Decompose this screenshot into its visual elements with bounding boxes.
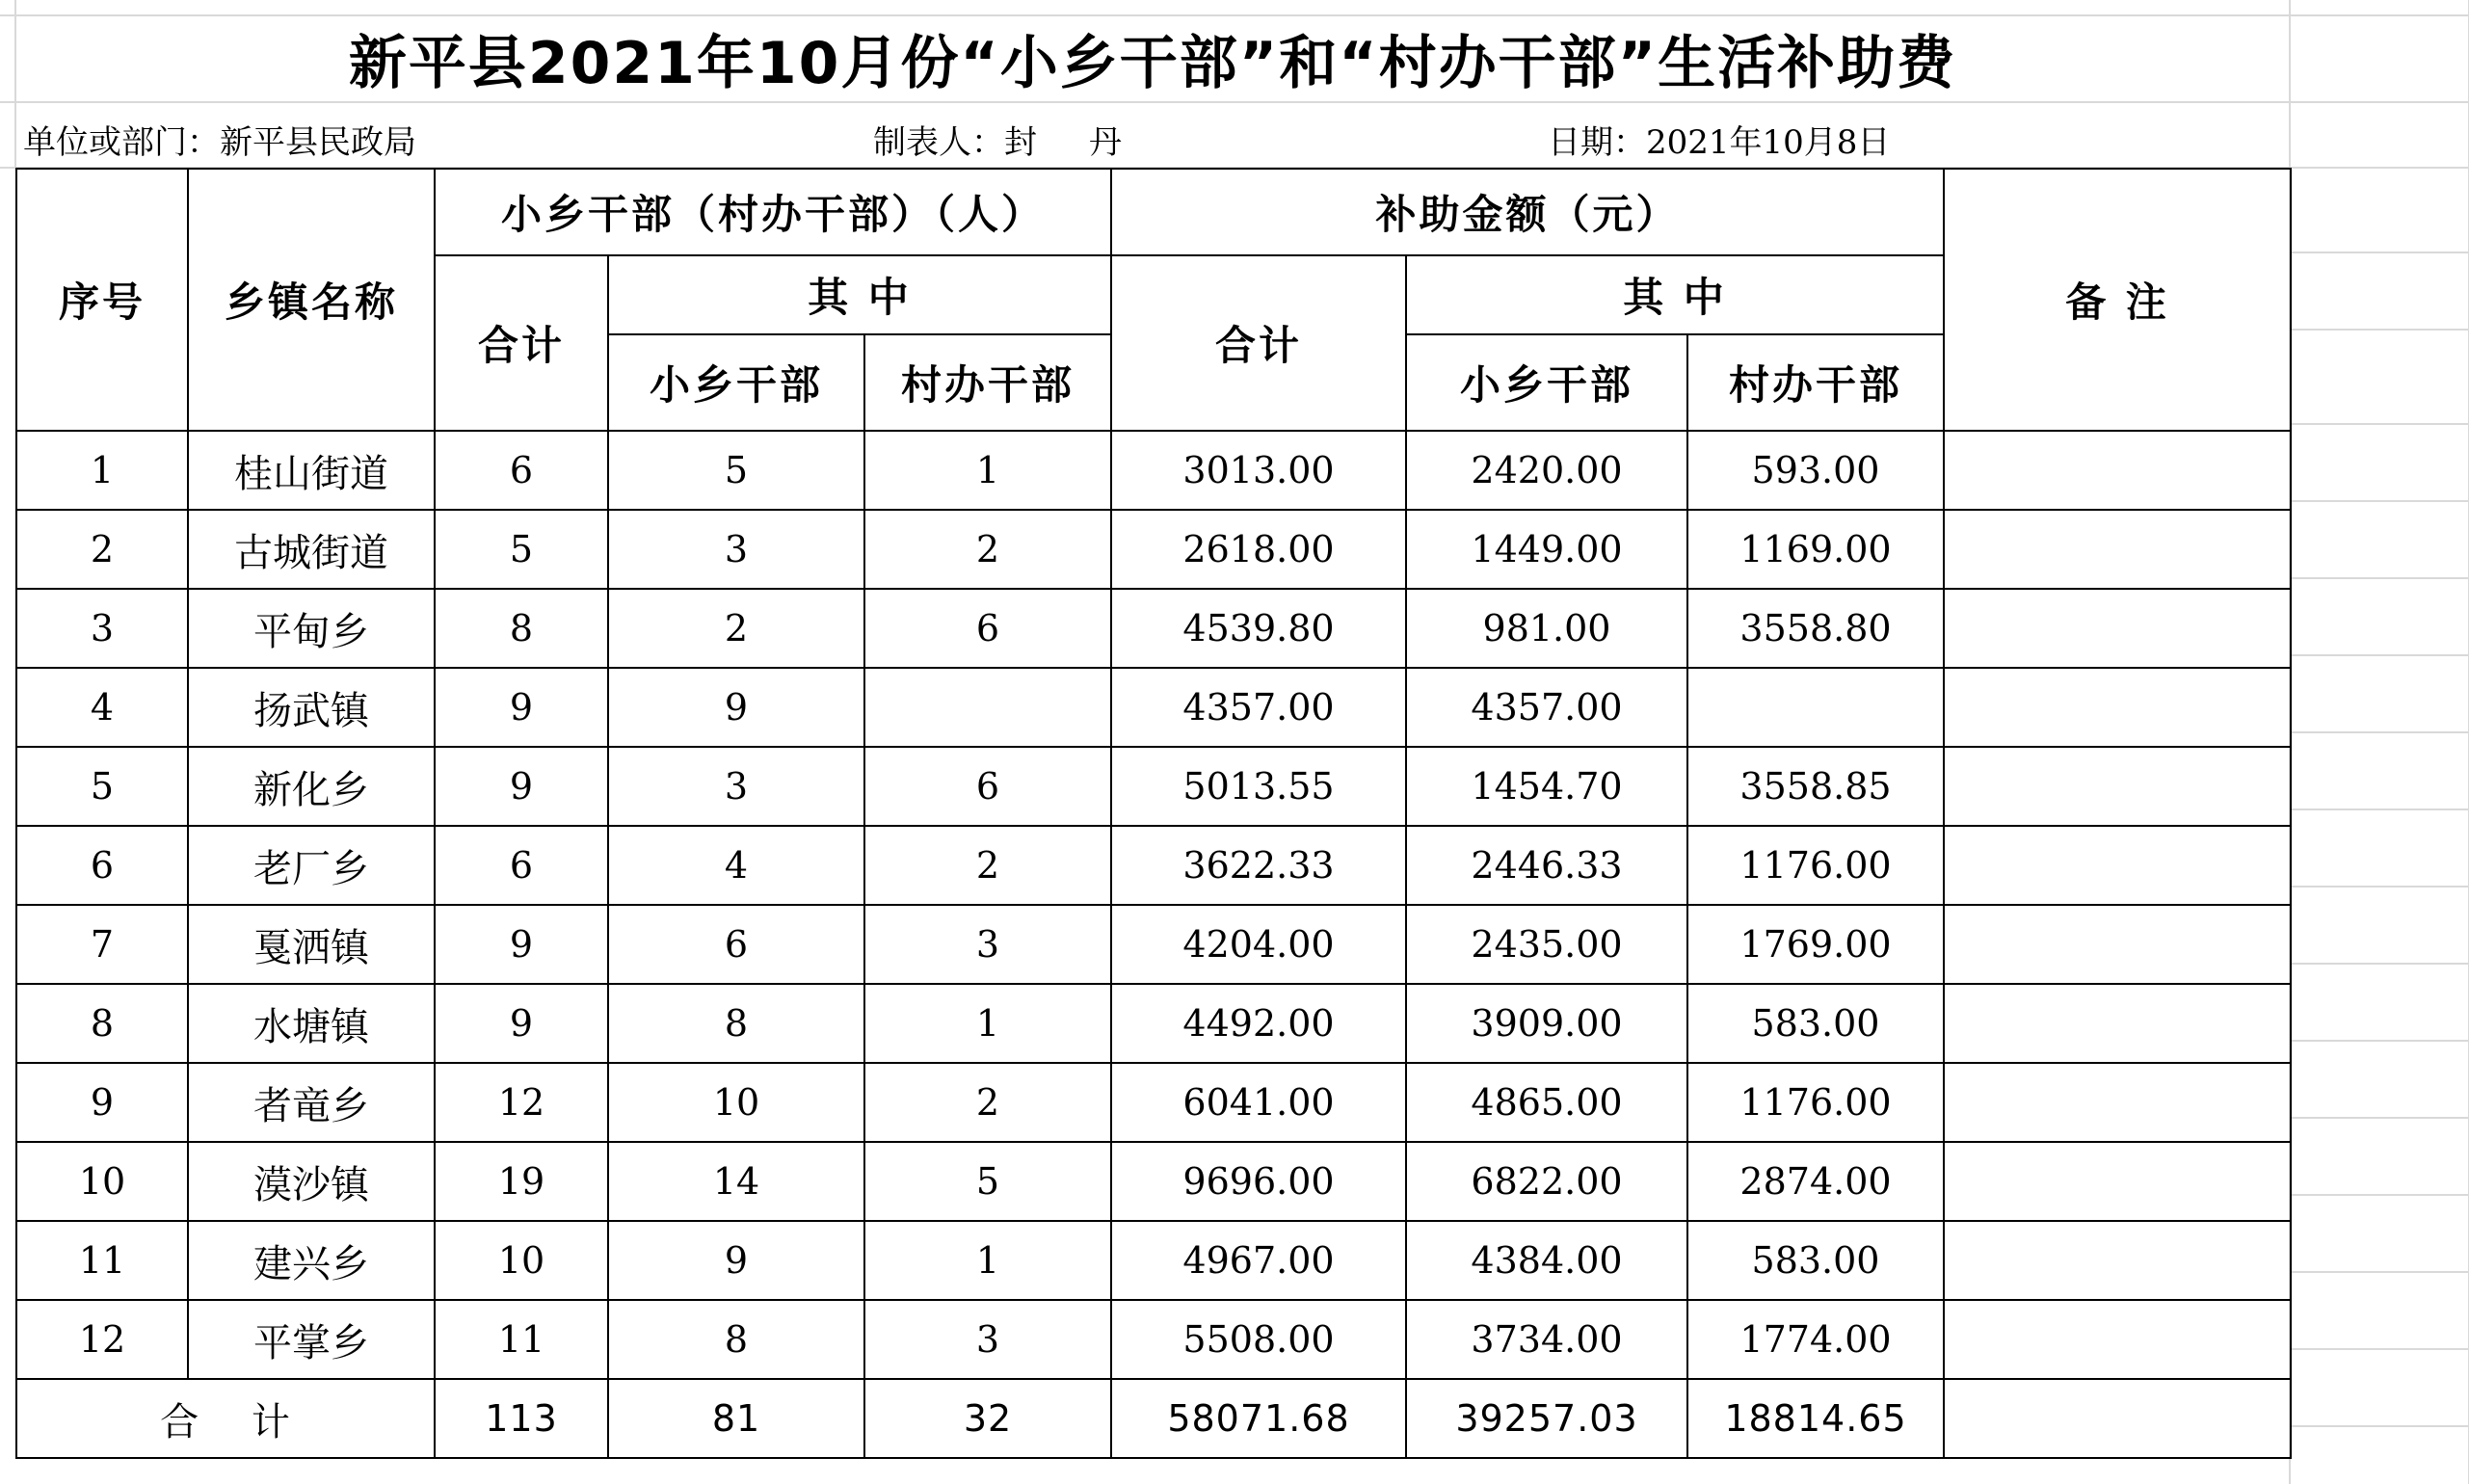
header-remark: 备 注 — [1944, 169, 2291, 431]
cell-money-xiaoxiang[interactable]: 4357.00 — [1406, 668, 1687, 747]
cell-money-xiaoxiang[interactable]: 2435.00 — [1406, 905, 1687, 984]
cell-town[interactable]: 戛洒镇 — [188, 905, 435, 984]
cell-people-cunban[interactable]: 1 — [864, 984, 1111, 1063]
cell-seq[interactable]: 8 — [16, 984, 188, 1063]
cell-remark[interactable] — [1944, 668, 2291, 747]
cell-people-cunban[interactable]: 6 — [864, 747, 1111, 826]
cell-people-total[interactable]: 5 — [435, 510, 608, 589]
cell-money-xiaoxiang[interactable]: 1449.00 — [1406, 510, 1687, 589]
total-people-xiaoxiang[interactable]: 81 — [608, 1379, 864, 1458]
table-row — [16, 1142, 2291, 1221]
total-people-cunban[interactable]: 32 — [864, 1379, 1111, 1458]
cell-money-xiaoxiang[interactable]: 2446.33 — [1406, 826, 1687, 905]
cell-money-total[interactable]: 5013.55 — [1111, 747, 1406, 826]
header-people-xiaoxiang: 小乡干部 — [608, 334, 864, 431]
cell-money-total[interactable]: 4204.00 — [1111, 905, 1406, 984]
meta-row — [15, 102, 2290, 168]
cell-people-total[interactable]: 9 — [435, 905, 608, 984]
cell-people-xiaoxiang[interactable]: 10 — [608, 1063, 864, 1142]
total-money-cunban[interactable]: 18814.65 — [1687, 1379, 1944, 1458]
cell-seq[interactable]: 6 — [16, 826, 188, 905]
cell-money-cunban[interactable]: 583.00 — [1687, 984, 1944, 1063]
cell-money-cunban[interactable]: 1769.00 — [1687, 905, 1944, 984]
cell-town[interactable]: 漠沙镇 — [188, 1142, 435, 1221]
cell-remark[interactable] — [1944, 1221, 2291, 1300]
cell-seq[interactable]: 3 — [16, 589, 188, 668]
cell-remark[interactable] — [1944, 431, 2291, 510]
cell-remark[interactable] — [1944, 589, 2291, 668]
preparer-label: 制表人：封 丹 — [873, 123, 1123, 162]
header-people-cunban: 村办干部 — [864, 334, 1111, 431]
cell-people-cunban[interactable]: 3 — [864, 1300, 1111, 1379]
cell-money-cunban[interactable]: 2874.00 — [1687, 1142, 1944, 1221]
table-row — [16, 431, 2291, 510]
cell-town[interactable]: 者竜乡 — [188, 1063, 435, 1142]
table-row — [16, 1221, 2291, 1300]
cell-town[interactable]: 建兴乡 — [188, 1221, 435, 1300]
cell-people-xiaoxiang[interactable]: 14 — [608, 1142, 864, 1221]
cell-money-cunban[interactable]: 3558.80 — [1687, 589, 1944, 668]
cell-people-xiaoxiang[interactable]: 2 — [608, 589, 864, 668]
cell-town[interactable]: 平甸乡 — [188, 589, 435, 668]
cell-money-xiaoxiang[interactable]: 3909.00 — [1406, 984, 1687, 1063]
cell-remark[interactable] — [1944, 1142, 2291, 1221]
cell-people-total[interactable]: 9 — [435, 668, 608, 747]
header-subsidy-group: 补助金额（元） — [1111, 169, 1944, 255]
cell-money-total[interactable]: 4539.80 — [1111, 589, 1406, 668]
subsidy-table — [15, 168, 2292, 1459]
cell-town[interactable]: 老厂乡 — [188, 826, 435, 905]
cell-people-xiaoxiang[interactable]: 9 — [608, 1221, 864, 1300]
cell-people-total[interactable]: 11 — [435, 1300, 608, 1379]
cell-remark[interactable] — [1944, 747, 2291, 826]
cell-money-total[interactable]: 9696.00 — [1111, 1142, 1406, 1221]
unit-label: 单位或部门：新平县民政局 — [23, 123, 416, 162]
cell-people-cunban[interactable]: 1 — [864, 431, 1111, 510]
cell-money-xiaoxiang[interactable]: 2420.00 — [1406, 431, 1687, 510]
table-row — [16, 589, 2291, 668]
cell-seq[interactable]: 4 — [16, 668, 188, 747]
cell-money-total[interactable]: 4357.00 — [1111, 668, 1406, 747]
cell-people-xiaoxiang[interactable]: 5 — [608, 431, 864, 510]
cell-money-total[interactable]: 3013.00 — [1111, 431, 1406, 510]
cell-town[interactable]: 新化乡 — [188, 747, 435, 826]
cell-money-total[interactable]: 3622.33 — [1111, 826, 1406, 905]
header-people-total: 合计 — [435, 255, 608, 431]
cell-people-cunban[interactable]: 3 — [864, 905, 1111, 984]
cell-remark[interactable] — [1944, 1063, 2291, 1142]
cell-people-total[interactable]: 9 — [435, 747, 608, 826]
total-people-total[interactable]: 113 — [435, 1379, 608, 1458]
header-money-xiaoxiang: 小乡干部 — [1406, 334, 1687, 431]
cell-seq[interactable]: 12 — [16, 1300, 188, 1379]
cell-people-xiaoxiang[interactable]: 8 — [608, 1300, 864, 1379]
date-label: 日期：2021年10月8日 — [1548, 123, 1891, 162]
cell-town[interactable]: 水塘镇 — [188, 984, 435, 1063]
spreadsheet — [15, 15, 2290, 1459]
cell-people-xiaoxiang[interactable]: 6 — [608, 905, 864, 984]
table-row — [16, 905, 2291, 984]
table-row — [16, 510, 2291, 589]
cell-money-cunban[interactable]: 593.00 — [1687, 431, 1944, 510]
cell-money-xiaoxiang[interactable]: 6822.00 — [1406, 1142, 1687, 1221]
cell-remark[interactable] — [1944, 984, 2291, 1063]
cell-people-cunban[interactable]: 2 — [864, 1063, 1111, 1142]
header-money-cunban: 村办干部 — [1687, 334, 1944, 431]
header-seq: 序号 — [16, 169, 188, 431]
cell-people-xiaoxiang[interactable]: 3 — [608, 510, 864, 589]
table-row — [16, 1063, 2291, 1142]
cell-people-xiaoxiang[interactable]: 9 — [608, 668, 864, 747]
header-town: 乡镇名称 — [188, 169, 435, 431]
table-row — [16, 668, 2291, 747]
cell-remark[interactable] — [1944, 826, 2291, 905]
cell-people-cunban[interactable]: 6 — [864, 589, 1111, 668]
cell-money-total[interactable]: 4967.00 — [1111, 1221, 1406, 1300]
document-title: 新平县2021年10月份“小乡干部”和“村办干部”生活补助费 — [348, 30, 1957, 97]
cell-money-cunban[interactable]: 1176.00 — [1687, 826, 1944, 905]
cell-money-total[interactable]: 2618.00 — [1111, 510, 1406, 589]
total-money-xiaoxiang[interactable]: 39257.03 — [1406, 1379, 1687, 1458]
cell-town[interactable]: 桂山街道 — [188, 431, 435, 510]
cell-money-xiaoxiang[interactable]: 3734.00 — [1406, 1300, 1687, 1379]
cell-money-cunban[interactable]: 583.00 — [1687, 1221, 1944, 1300]
cell-people-cunban[interactable]: 2 — [864, 826, 1111, 905]
header-money-total: 合计 — [1111, 255, 1406, 431]
total-money-total[interactable]: 58071.68 — [1111, 1379, 1406, 1458]
cell-money-cunban[interactable]: 1176.00 — [1687, 1063, 1944, 1142]
cell-people-total[interactable]: 9 — [435, 984, 608, 1063]
cell-money-cunban[interactable] — [1687, 668, 1944, 747]
cell-seq[interactable]: 5 — [16, 747, 188, 826]
cell-money-total[interactable]: 5508.00 — [1111, 1300, 1406, 1379]
header-money-among: 其 中 — [1406, 255, 1944, 334]
cell-seq[interactable]: 11 — [16, 1221, 188, 1300]
totals-label[interactable]: 合 计 — [16, 1379, 435, 1458]
header-people-among: 其 中 — [608, 255, 1111, 334]
cell-seq[interactable]: 9 — [16, 1063, 188, 1142]
cell-remark[interactable] — [1944, 510, 2291, 589]
cell-people-cunban[interactable]: 2 — [864, 510, 1111, 589]
table-row — [16, 826, 2291, 905]
cell-people-cunban[interactable]: 1 — [864, 1221, 1111, 1300]
cell-remark[interactable] — [1944, 905, 2291, 984]
cell-people-total[interactable]: 8 — [435, 589, 608, 668]
cell-people-total[interactable]: 10 — [435, 1221, 608, 1300]
cell-money-cunban[interactable]: 1774.00 — [1687, 1300, 1944, 1379]
table-row — [16, 747, 2291, 826]
cell-seq[interactable]: 7 — [16, 905, 188, 984]
cell-seq[interactable]: 10 — [16, 1142, 188, 1221]
cell-people-total[interactable]: 6 — [435, 431, 608, 510]
header-cadres-group: 小乡干部（村办干部）（人） — [435, 169, 1111, 255]
cell-seq[interactable]: 2 — [16, 510, 188, 589]
cell-money-xiaoxiang[interactable]: 981.00 — [1406, 589, 1687, 668]
cell-people-total[interactable]: 6 — [435, 826, 608, 905]
table-row — [16, 1300, 2291, 1379]
cell-people-total[interactable]: 19 — [435, 1142, 608, 1221]
cell-remark[interactable] — [1944, 1300, 2291, 1379]
cell-people-xiaoxiang[interactable]: 3 — [608, 747, 864, 826]
cell-town[interactable]: 平掌乡 — [188, 1300, 435, 1379]
table-row — [16, 984, 2291, 1063]
totals-row — [16, 1379, 2291, 1458]
cell-people-xiaoxiang[interactable]: 4 — [608, 826, 864, 905]
cell-town[interactable]: 古城街道 — [188, 510, 435, 589]
cell-money-total[interactable]: 6041.00 — [1111, 1063, 1406, 1142]
cell-money-cunban[interactable]: 3558.85 — [1687, 747, 1944, 826]
cell-money-xiaoxiang[interactable]: 1454.70 — [1406, 747, 1687, 826]
cell-people-xiaoxiang[interactable]: 8 — [608, 984, 864, 1063]
cell-money-total[interactable]: 4492.00 — [1111, 984, 1406, 1063]
cell-money-cunban[interactable]: 1169.00 — [1687, 510, 1944, 589]
total-remark[interactable] — [1944, 1379, 2291, 1458]
cell-seq[interactable]: 1 — [16, 431, 188, 510]
cell-people-cunban[interactable] — [864, 668, 1111, 747]
cell-town[interactable]: 扬武镇 — [188, 668, 435, 747]
cell-money-xiaoxiang[interactable]: 4384.00 — [1406, 1221, 1687, 1300]
cell-people-cunban[interactable]: 5 — [864, 1142, 1111, 1221]
cell-money-xiaoxiang[interactable]: 4865.00 — [1406, 1063, 1687, 1142]
cell-people-total[interactable]: 12 — [435, 1063, 608, 1142]
